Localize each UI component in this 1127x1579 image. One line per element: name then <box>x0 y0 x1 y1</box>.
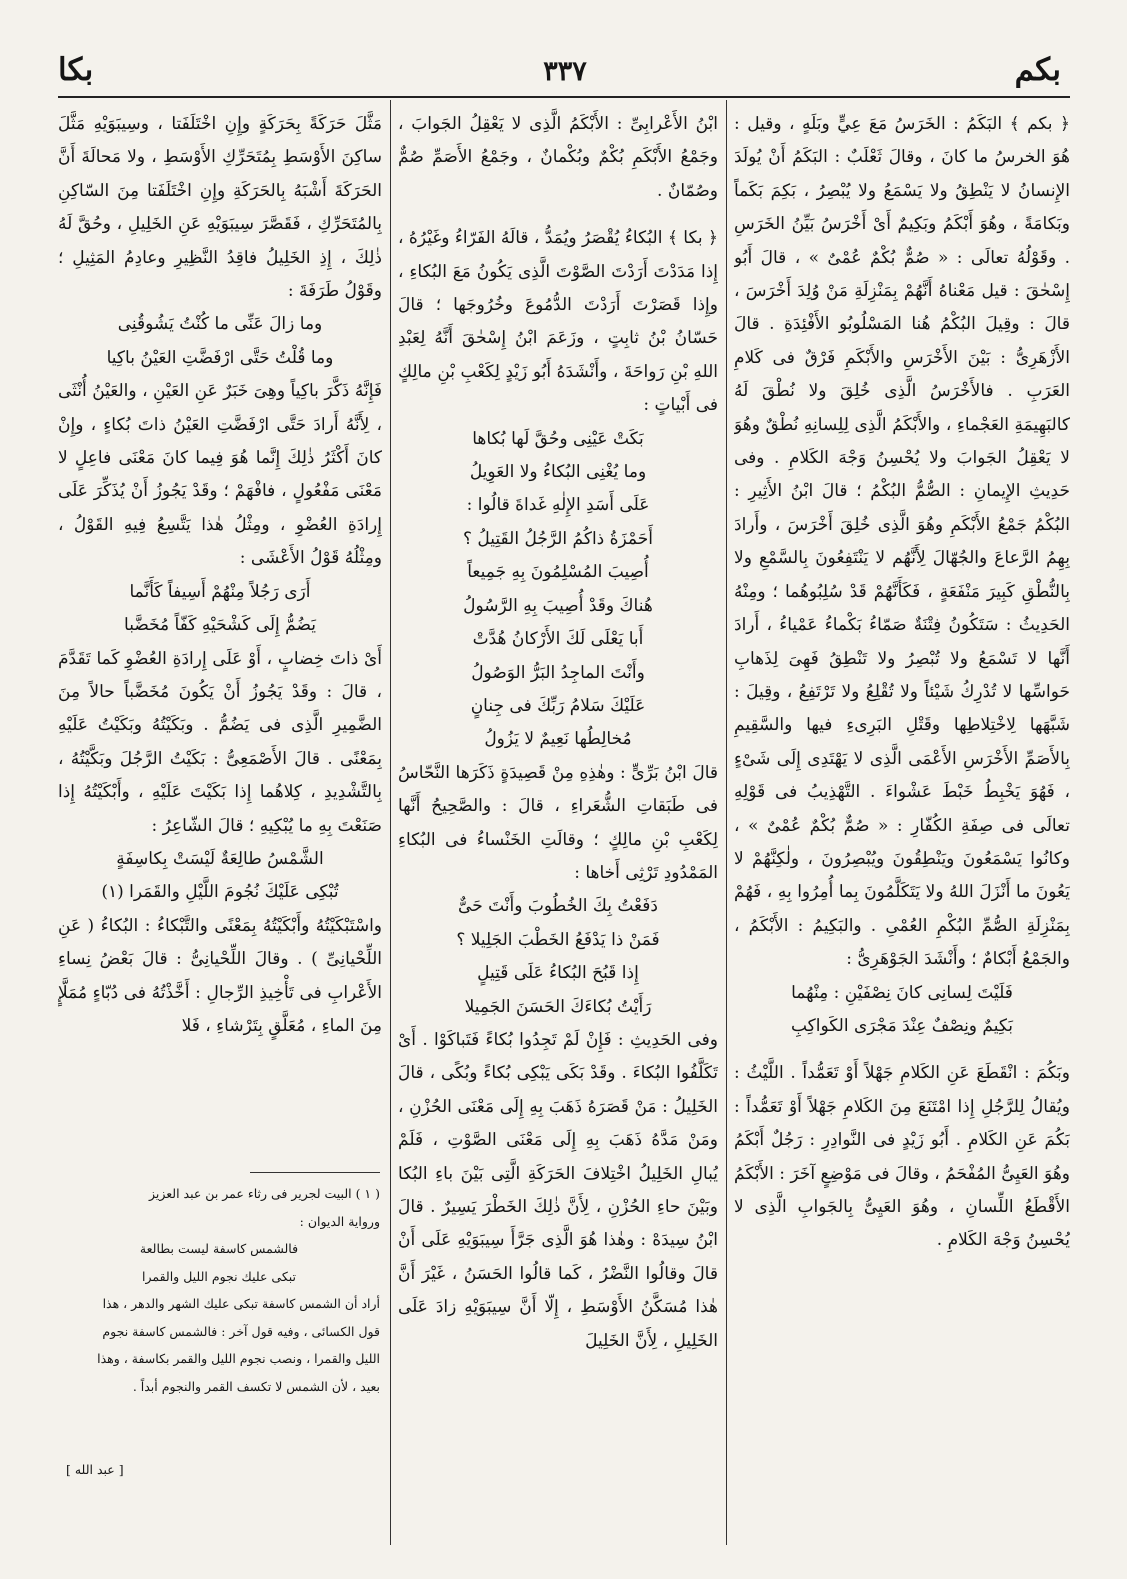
paragraph: واسْتَبْكَيْتُهُ وأَبْكَيْتُهُ بِمَعْنًى والتَّبْكاءُ : البُكاءُ ( عَنِ اللِّحْيانِىِّ ) . وقالَ اللِّحْيانِىُّ : قالَ بَعْضُ نِساءِ الأَعْرابِ فى تَأْخِيذِ الرِّجالِ : أَخَّذْتُهُ فى دُبّاءٍ مُمَلَّإٍ مِنَ الماءِ ، مُعَلَّقٍ بِتَرْشاءِ ، فَلا <box>58 915 382 1036</box>
verse-line: بَكَتْ عَيْنِى وحُقَّ لَها بُكاها <box>472 428 644 449</box>
footnote-line: ( ١ ) البيت لجرير فى رثاء عمر بن عبد العزيز <box>148 1186 380 1201</box>
verse-line: وما قُلْتُ حَتَّى ارْفَضَّتِ العَيْنُ باكِيا <box>106 347 334 368</box>
verse-line: أَرَى رَجُلاً مِنْهُمْ أَسِيفاً كَأَنَّما <box>129 581 311 602</box>
footnote-rule <box>250 1172 380 1173</box>
verse-line: فَلَيْتَ لِسانِى كانَ نِصْفَيْنِ : مِنْهُما <box>791 982 1013 1003</box>
verse-line: فَمَنْ ذا يَدْفَعُ الخَطْبَ الجَلِيلا ؟ <box>456 929 660 950</box>
header-rule <box>58 96 1070 98</box>
paragraph: أَىْ ذاتَ خِضابٍ ، أَوْ عَلَى إِرادَةِ العُضْوِ كَما تَقَدَّمَ ، قالَ : وقَدْ يَجُوزُ أَنْ يَكُونَ مُخَضَّباً حالاً مِنَ الضَّمِيرِ الَّذِى فى يَضُمُّ . وبَكَيْتُهُ وبَكَيْتُ عَلَيْهِ بِمَعْنًى . قالَ الأَصْمَعِىُّ : بَكَيْتُ الرَّجُلَ وبَكَّيْتُهُ ، بِالتَّشْدِيدِ ، كِلاهُما إِذا بَكَيْتَ عَلَيْهِ ، وأَبْكَيْتُهُ إِذا صَنَعْتَ بِهِ ما يُبْكِيهِ ؛ قالَ الشّاعِرُ : <box>58 648 382 836</box>
verse-line: إِذا قَبُحَ البُكاءُ عَلَى قَتِيلٍ <box>477 963 639 984</box>
paragraph: مَثَّلَ حَرَكَةً بِحَرَكَةٍ وإِنِ اخْتَلَفَتا ، وسِيبَوَيْهِ مَثَّلَ ساكِنَ الأَوْسَطِ بِمُتَحَرِّكِ الأَوْسَطِ ، ولا مَحالَةَ أَنَّ الحَرَكَةَ أَشْبَهُ بِالحَرَكَةِ وإِنِ اخْتَلَفَتا مِنَ السّاكِنِ بِالمُتَحَرِّكِ ، فَقَصَّرَ سِيبَوَيْهِ عَنِ الخَلِيلِ ، وحُقَّ لَهُ ذٰلِكَ ، إِذِ الخَلِيلُ فاقِدُ النَّظِيرِ وعادِمُ المَثِيلِ ؛ وقَوْلُ طَرَفَةَ : <box>58 114 382 302</box>
column-right <box>734 108 1070 1538</box>
footnote-line: تبكى عليك نجوم الليل والقمرا <box>141 1268 296 1284</box>
verse-line: دَفَعْتُ بِكَ الخُطُوبَ وأَنْتَ حَىٌّ <box>458 896 658 917</box>
verse-line: بَكِيمٌ ونِصْفٌ عِنْدَ مَجْرَى الكَواكِبِ <box>790 1015 1013 1036</box>
footnote-line: ورواية الديوان : <box>299 1213 380 1229</box>
verse-line: وما يُغْنِى البُكاءُ ولا العَوِيلُ <box>469 462 647 483</box>
verse-line: يَضُمُّ إِلَى كَشْحَيْهِ كَفّاً مُخَضَّبا <box>124 615 316 636</box>
entry-bakm: ﴿ بكم ﴾ البَكَمُ : الخَرَسُ مَعَ عِيٍّ وبَلَهٍ ، وقيل : هُوَ الخرسُ ما كانَ ، وقالَ ثَعْلَبٌ : البَكَمُ أَنْ يُولَدَ الإِنسانُ لا يَنْطِقُ ولا يَسْمَعُ ولا يُبْصِرُ ، بَكِمَ بَكَماً وبَكامَةً ، وهُوَ أَبْكَمُ وبَكِيمٌ أَىْ أَخْرَسُ بَيِّنُ الخَرَسِ . وقَوْلُهُ تعالَى : « صُمٌّ بُكْمٌ عُمْىٌ » ، قالَ أَبُو إِسْحٰقَ : قيل مَعْناهُ أَنَّهُمْ بِمَنْزِلَةِ مَنْ وُلِدَ أَخْرَسَ ، قالَ : وقِيلَ البُكْمُ هُنا المَسْلُوبُو الأَفْئِدَةِ . قالَ الأَزْهَرِىُّ : بَيْنَ الأَخْرَسِ والأَبْكَمِ فَرْقٌ فى كَلامِ العَرَبِ . فالأَخْرَسُ الَّذِى خُلِقَ ولا نُطْقَ لَهُ كالبَهِيمَةِ العَجْماءِ ، والأَبْكَمُ الَّذِى لِلِسانِهِ نُطْقٌ وهُوَ لا يَعْقِلُ الجَوابَ ولا يُحْسِنُ وَجْهَ الكَلامِ . وفى حَدِيثِ الإِيمانِ : الصُّمُّ البُكْمُ ؛ قالَ ابْنُ الأَثِيرِ : البُكْمُ جَمْعُ الأَبْكَمِ وهُوَ الَّذِى خُلِقَ أَخْرَسَ ، وأَرادَ بِهِمُ الرَّعاعَ والجُهّالَ لِأَنَّهُم لا يَنْتَفِعُونَ بِالسَّمْعِ ولا بِالنُّطْقِ كَبِيرَ مَنْفَعَةٍ ، فَكَأَنَّهُمْ قَدْ سُلِبُوهُما ؛ ومِنْهُ الحَدِيثُ : سَتَكُونُ فِتْنَةٌ صَمّاءُ بَكْماءُ عَمْياءُ ، أَرادَ أَنَّها لا تَسْمَعُ ولا تُبْصِرُ ولا تَنْطِقُ فَهِىَ لِذَهابِ حَواسِّها لا تُدْرِكُ شَيْئاً ولا تُقْلِعُ ولا تَرْتَفِعُ ، وقِيلَ : شَبَّهَها لِاخْتِلاطِها وقَتْلِ البَرِىءِ فيها والسَّقِيمِ بِالأَصَمِّ الأَخْرَسِ الأَعْمَى الَّذِى لا يَهْتَدِى إِلَى شَىْءٍ ، فَهُوَ يَخْبِطُ خَبْطَ عَشْواءَ . التَّهْذِيبُ فى قَوْلِهِ تعالَى فى صِفَةِ الكُفّارِ : « صُمٌّ بُكْمٌ عُمْىٌ » ، وكانُوا يَسْمَعُونَ ويَنْطِقُونَ ويُبْصِرُونَ ، ولٰكِنَّهُمْ لا يَعُونَ ما أَنْزَلَ اللهُ ولا يَتَكَلَّمُونَ بِما أُمِرُوا بِهِ ، فَهُمْ بِمَنْزِلَةِ الصُّمِّ البُكْمِ العُمْىِ . والبَكِيمُ : الأَبْكَمُ ، والجَمْعُ أَبْكامٌ ؛ وأَنْشَدَ الجَوْهَرِىُّ : <box>734 114 1070 970</box>
paragraph: قالَ ابْنُ بَرِّىٍّ : وهٰذِهِ مِنْ قَصِيدَةٍ ذَكَرَها النَّحّاسُ فى طَبَقاتِ الشُّعَراءِ ، قالَ : والصَّحِيحُ أَنَّها لِكَعْبِ بْنِ مالِكٍ ؛ وقالَتِ الخَنْساءُ فى البُكاءِ المَمْدُودِ تَرْثِى أَخاها : <box>398 762 718 883</box>
verse-line: تُبْكِى عَلَيْكَ نُجُومَ اللَّيْلِ والقَمَرا (١) <box>101 882 339 903</box>
paragraph: فَإِنَّهُ ذَكَّرَ باكِياً وهِىَ خَبَرٌ عَنِ العَيْنِ ، والعَيْنُ أُنْثَى ، لِأَنَّهُ أَرادَ حَتَّى ارْفَضَّتِ العَيْنُ ذاتَ بُكاءٍ ، وإِنْ كانَ أَكْثَرُ ذٰلِكَ إِنَّما هُوَ فِيما كانَ مَعْنَى فاعِلٍ لا مَعْنَى مَفْعُولٍ ، فافْهَمْ ؛ وقَدْ يَجُوزُ أَنْ يُذَكِّرَ عَلَى إِرادَةِ العُضْوِ ، ومِثْلُ هٰذا يَتَّسِعُ فِيهِ القَوْلُ ، ومِثْلُهُ قَوْلُ الأَعْشَى : <box>58 381 382 569</box>
page-number: ٣٣٧ <box>543 56 587 87</box>
verse-line: أَحَمْزَةُ ذاكُمُ الرَّجُلُ القَتِيلُ ؟ <box>463 528 653 549</box>
footnote-line: الليل والقمرا ، ونصب نجوم الليل والقمر بكاسفة ، وهذا <box>97 1351 380 1366</box>
entry-bakm-tail: وبَكُمَ : انْقَطَعَ عَنِ الكَلامِ جَهْلاً أَوْ تَعَمُّداً . اللَّيْثُ : ويُقالُ لِلرَّجُلِ إِذا امْتَنَعَ مِنَ الكَلامِ جَهْلاً أَوْ تَعَمُّداً : بَكُمَ عَنِ الكَلامِ . أَبُو زَيْدٍ فى النَّوادِرِ : رَجُلٌ أَبْكَمُ وهُوَ العَيِىُّ المُفْحَمُ ، وقالَ فى مَوْضِعٍ آخَرَ : الأَبْكَمُ الأَقْطَعُ اللِّسانِ ، وهُوَ العَيِىُّ بِالجَوابِ الَّذِى لا يُحْسِنُ وَجْهَ الكَلامِ . <box>734 1063 1070 1251</box>
verse-line: مُخالِطُها نَعِيمٌ لا يَزُولُ <box>484 729 632 750</box>
verse-line: أُصِيبَ المُسْلِمُونَ بِهِ جَمِيعاً <box>467 562 649 583</box>
column-middle <box>398 108 718 1538</box>
verse-line: عَلَيْكَ سَلامُ رَبِّكَ فى جِنانٍ <box>470 695 646 716</box>
footnote-line: فالشمس كاسفة ليست بطالعة <box>139 1241 299 1256</box>
column-left <box>58 108 382 1170</box>
verse-line: أَبا يَعْلَى لَكَ الأَرْكانُ هُدَّتْ <box>472 629 644 650</box>
footnote-line: بعيد ، لأن الشمس لا تكسف القمر والنجوم أبداً . <box>132 1378 380 1394</box>
header-left-word: بكا <box>58 52 94 88</box>
footnote-line: قول الكسائى ، وفيه قول آخر : فالشمس كاسفة نجوم <box>102 1323 380 1339</box>
verse-line: هُناكَ وقَدْ أُصِيبَ بِهِ الرَّسُولُ <box>463 595 653 616</box>
verse-line: وأَنْتَ الماجِدُ البَرُّ الوَصُولُ <box>471 662 645 683</box>
footnote-signature: [ عبد الله ] <box>66 1462 124 1477</box>
verse-line: عَلَى أَسَدِ الإِلٰهِ غَداةَ قالُوا : <box>466 495 650 516</box>
paragraph: وفى الحَدِيثِ : فَإِنْ لَمْ تَجِدُوا بُكاءً فَتَباكَوْا . أَىْ تَكَلَّفُوا البُكاءَ . وقَدْ بَكَى يَبْكِى بُكاءً وبُكًى ، قالَ الخَلِيلُ : مَنْ قَصَرَهُ ذَهَبَ بِهِ إِلَى مَعْنَى الحُزْنِ ، ومَنْ مَدَّهُ ذَهَبَ بِهِ إِلَى مَعْنَى الصَّوْتِ ، فَلَمْ يُبالِ الخَلِيلُ اخْتِلافَ الحَرَكَةِ الَّتِى بَيْنَ باءِ البُكا وبَيْنَ حاءِ الحُزْنِ ، لِأَنَّ ذٰلِكَ الخَطْرَ يَسِيرٌ . قالَ ابْنُ سِيدَهْ : وهٰذا هُوَ الَّذِى جَرَّأَ سِيبَوَيْهِ عَلَى أَنْ قالَ وقالُوا النَّضْرُ ، كَما قالُوا الحَسَنُ ، غَيْرَ أَنَّ هٰذا مُسَكَّنُ الأَوْسَطِ ، إِلّا أَنَّ سِيبَوَيْهِ زادَ عَلَى الخَلِيلِ ، لِأَنَّ الخَلِيلَ <box>398 1029 718 1351</box>
entry-baka: ﴿ بكا ﴾ البُكاءُ يُقْصَرُ ويُمَدُّ ، قالَهُ الفَرّاءُ وغَيْرُهُ ، إِذا مَدَدْتَ أَرَدْتَ الصَّوْتَ الَّذِى يَكُونُ مَعَ البُكاءِ ، وإِذا قَصَرْتَ أَرَدْتَ الدُّمُوعَ وخُرُوجَها ؛ قالَ حَسّانُ بْنُ ثابِتٍ ، وزَعَمَ ابْنُ إِسْحٰقَ أَنَّهُ لِعَبْدِ اللهِ بْنِ رَواحَةَ ، وأَنْشَدَهُ أَبُو زَيْدٍ لِكَعْبِ بْنِ مالِكٍ فى أَبْياتٍ : <box>398 228 718 416</box>
column-divider <box>390 100 391 1545</box>
entry-bakm-end: ابْنُ الأَعْرابِىِّ : الأَبْكَمُ الَّذِى لا يَعْقِلُ الجَوابَ ، وجَمْعُ الأَبْكَمِ بُكْمٌ وبُكْمانٌ ، وجَمْعُ الأَصَمِّ صُمٌّ وصُمّانٌ . <box>398 114 718 201</box>
footnote-line: أراد أن الشمس كاسفة تبكى عليك الشهر والدهر ، هذا <box>102 1296 380 1311</box>
header-right-word: بكم <box>1014 52 1061 88</box>
column-divider <box>726 100 727 1545</box>
footnote <box>58 1180 380 1462</box>
verse-line: وما زالَ عَنِّى ما كُنْتُ يَشُوقُنِى <box>117 314 323 335</box>
verse-line: الشَّمْسُ طالِعَةٌ لَيْسَتْ بِكاسِفَةٍ <box>116 848 324 869</box>
verse-line: رَأَيْتُ بُكاءَكَ الحَسَنَ الجَمِيلا <box>464 996 652 1017</box>
